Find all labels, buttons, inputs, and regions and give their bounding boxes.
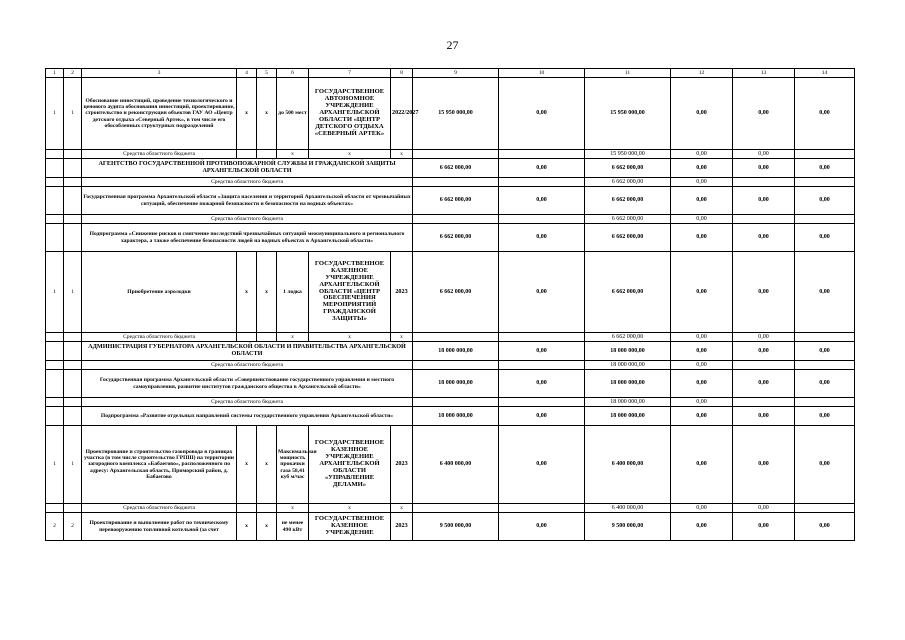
- amount-col12: 0,00: [671, 178, 733, 187]
- customer-org: ГОСУДАРСТВЕННОЕ КАЗЕННОЕ УЧРЕЖДЕНИЕ: [309, 513, 391, 541]
- table-row: [46, 513, 855, 541]
- subprogram-name: Подпрограмма «Снижение рисков и смягчение последствий чрезвычайных ситуаций межмуниципального и регионального характера, а также обеспечение безопасности людей на водных объектах в Архангельской области»: [82, 224, 413, 252]
- cell-x: х: [309, 333, 391, 342]
- column-number-cell: 3: [82, 69, 237, 78]
- amount-col12: 0,00: [671, 407, 733, 426]
- amount-col11: 6 662 000,00: [585, 215, 671, 224]
- column-number-cell: 12: [671, 69, 733, 78]
- page-number: 27: [446, 38, 459, 52]
- cell-x: х: [391, 150, 413, 159]
- amount-col10: 0,00: [499, 407, 585, 426]
- cell-x: х: [257, 78, 277, 150]
- funding-source: Средства областного бюджета: [82, 398, 413, 407]
- cell-x: х: [237, 513, 257, 541]
- column-number-cell: 7: [309, 69, 391, 78]
- cell-x: х: [237, 78, 257, 150]
- amount-col13: 0,00: [733, 159, 795, 178]
- item-number: 1: [64, 252, 82, 333]
- row-number: 1: [46, 78, 64, 150]
- amount-col11: 18 000 000,00: [585, 370, 671, 398]
- column-number-cell: 4: [237, 69, 257, 78]
- capacity: Максимальная мощность прокачки газа 58,41 куб м/час: [277, 426, 309, 504]
- period: 2023: [391, 513, 413, 541]
- cell-x: х: [257, 426, 277, 504]
- cell-x: х: [391, 333, 413, 342]
- funding-source: Средства областного бюджета: [82, 215, 413, 224]
- cell-x: х: [237, 426, 257, 504]
- amount-col14: 0,00: [795, 370, 855, 398]
- amount-total: 6 662 000,00: [413, 252, 499, 333]
- amount-col14: 0,00: [795, 426, 855, 504]
- customer-org: ГОСУДАРСТВЕННОЕ КАЗЕННОЕ УЧРЕЖДЕНИЕ АРХАНГЕЛЬСКОЙ ОБЛАСТИ «УПРАВЛЕНИЕ ДЕЛАМИ»: [309, 426, 391, 504]
- amount-col12: 0,00: [671, 504, 733, 513]
- column-number-cell: 11: [585, 69, 671, 78]
- amount-col14: 0,00: [795, 78, 855, 150]
- amount-col11: 18 000 000,00: [585, 361, 671, 370]
- amount-col10: 0,00: [499, 159, 585, 178]
- amount-col14: 0,00: [795, 224, 855, 252]
- amount-col11: 6 662 000,00: [585, 333, 671, 342]
- column-number-cell: 2: [64, 69, 82, 78]
- amount-col12: 0,00: [671, 398, 733, 407]
- funding-source: Средства областного бюджета: [82, 361, 413, 370]
- amount-col12: 0,00: [671, 224, 733, 252]
- amount-col11: 18 000 000,00: [585, 407, 671, 426]
- amount-col13: 0,00: [733, 252, 795, 333]
- table-row: [46, 342, 855, 361]
- customer-org: ГОСУДАРСТВЕННОЕ АВТОНОМНОЕ УЧРЕЖДЕНИЕ АРХАНГЕЛЬСКОЙ ОБЛАСТИ «ЦЕНТР ДЕТСКОГО ОТДЫХА «СЕВЕРНЫЙ АРТЕК»: [309, 78, 391, 150]
- funding-source: Средства областного бюджета: [82, 333, 237, 342]
- column-number-cell: 10: [499, 69, 585, 78]
- amount-col11: 6 662 000,00: [585, 159, 671, 178]
- amount-total: 18 000 000,00: [413, 407, 499, 426]
- table-row: [46, 398, 855, 407]
- column-number-cell: 1: [46, 69, 64, 78]
- cell-x: х: [277, 150, 309, 159]
- amount-total: 9 500 000,00: [413, 513, 499, 541]
- cell-x: х: [391, 504, 413, 513]
- amount-col14: 0,00: [795, 513, 855, 541]
- cell-x: х: [277, 333, 309, 342]
- amount-col12: 0,00: [671, 370, 733, 398]
- column-number-cell: 9: [413, 69, 499, 78]
- amount-col12: 0,00: [671, 187, 733, 215]
- customer-org: ГОСУДАРСТВЕННОЕ КАЗЕННОЕ УЧРЕЖДЕНИЕ АРХАНГЕЛЬСКОЙ ОБЛАСТИ «ЦЕНТР ОБЕСПЕЧЕНИЯ МЕРОПРИЯТИЙ ГРАЖДАНСКОЙ ЗАЩИТЫ»: [309, 252, 391, 333]
- amount-col13: 0,00: [733, 513, 795, 541]
- column-number-cell: 13: [733, 69, 795, 78]
- amount-col13: 0,00: [733, 187, 795, 215]
- cell-x: х: [277, 504, 309, 513]
- row-number: 2: [46, 513, 64, 541]
- capacity: не менее 490 кВт: [277, 513, 309, 541]
- amount-col12: 0,00: [671, 361, 733, 370]
- object-name: Приобретение аэролодки: [82, 252, 237, 333]
- amount-col12: 0,00: [671, 215, 733, 224]
- amount-col13: 0,00: [733, 342, 795, 361]
- object-name: Обоснование инвестиций, проведение технологического и ценового аудита обоснования инвестиций, проектирование, строительство и реконструкция объектов ГАУ АО «Центр детского отдыха «Северный Артек», в том числе его обособленных структурных подразделений: [82, 78, 237, 150]
- capacity: 1 лодка: [277, 252, 309, 333]
- amount-col10: 0,00: [499, 513, 585, 541]
- item-number: 1: [64, 78, 82, 150]
- table-row: [46, 333, 855, 342]
- amount-col11: 15 950 000,00: [585, 150, 671, 159]
- column-number-cell: 8: [391, 69, 413, 78]
- amount-col10: 0,00: [499, 342, 585, 361]
- cell-x: х: [257, 252, 277, 333]
- program-name: Государственная программа Архангельской области «Совершенствование государственного управления и местного самоуправления, развитие институтов гражданского общества в Архангельской области»: [82, 370, 413, 398]
- funding-source: Средства областного бюджета: [82, 150, 237, 159]
- period: 2023: [391, 426, 413, 504]
- row-number: 1: [46, 426, 64, 504]
- table-row: [46, 224, 855, 252]
- amount-col11: 9 500 000,00: [585, 513, 671, 541]
- row-number: 1: [46, 252, 64, 333]
- amount-col14: 0,00: [795, 407, 855, 426]
- capacity: до 500 мест: [277, 78, 309, 150]
- agency-name: АДМИНИСТРАЦИЯ ГУБЕРНАТОРА АРХАНГЕЛЬСКОЙ ОБЛАСТИ И ПРАВИТЕЛЬСТВА АРХАНГЕЛЬСКОЙ ОБЛАСТИ: [82, 342, 413, 361]
- amount-col11: 6 662 000,00: [585, 178, 671, 187]
- amount-col13: 0,00: [733, 78, 795, 150]
- amount-col10: 0,00: [499, 187, 585, 215]
- period: 2022/2027: [391, 78, 413, 150]
- object-name: Проектирование и выполнение работ по техническому перевооружению топливной котельной (за счет: [82, 513, 237, 541]
- cell-x: х: [257, 513, 277, 541]
- column-number-row: [46, 69, 855, 78]
- period: 2023: [391, 252, 413, 333]
- amount-col12: 0,00: [671, 513, 733, 541]
- amount-col12: 0,00: [671, 252, 733, 333]
- amount-col12: 0,00: [671, 342, 733, 361]
- amount-col13: 0,00: [733, 426, 795, 504]
- amount-col12: 0,00: [671, 78, 733, 150]
- amount-col12: 0,00: [671, 333, 733, 342]
- amount-col10: 0,00: [499, 252, 585, 333]
- amount-col11: 6 662 000,00: [585, 224, 671, 252]
- amount-col11: 6 400 000,00: [585, 426, 671, 504]
- table-row: [46, 252, 855, 333]
- object-name: Проектирование и строительство газопровода в границах участка (в том числе строительство ГРПШ) на территории загородного комплекса «Бабаегово», расположенного по адресу: Архангельская область, Приморский район, д. Бабаегово: [82, 426, 237, 504]
- program-name: Государственная программа Архангельской области «Защита населения и территорий Архангельской области от чрезвычайных ситуаций, обеспечение пожарной безопасности и безопасности на водных объектах»: [82, 187, 413, 215]
- investment-table: [45, 68, 855, 541]
- funding-source: Средства областного бюджета: [82, 178, 413, 187]
- amount-total: 18 000 000,00: [413, 342, 499, 361]
- table-row: [46, 187, 855, 215]
- amount-col12: 0,00: [671, 159, 733, 178]
- amount-col14: 0,00: [795, 342, 855, 361]
- amount-col11: 18 000 000,00: [585, 398, 671, 407]
- amount-col13: 0,00: [733, 407, 795, 426]
- amount-total: 6 662 000,00: [413, 187, 499, 215]
- amount-col11: 15 950 000,00: [585, 78, 671, 150]
- table-row: [46, 215, 855, 224]
- table-row: [46, 407, 855, 426]
- agency-name: АГЕНТСТВО ГОСУДАРСТВЕННОЙ ПРОТИВОПОЖАРНОЙ СЛУЖБЫ И ГРАЖДАНСКОЙ ЗАЩИТЫ АРХАНГЕЛЬСКОЙ ОБЛАСТИ: [82, 159, 413, 178]
- amount-total: 18 000 000,00: [413, 370, 499, 398]
- amount-col12: 0,00: [671, 150, 733, 159]
- amount-col10: 0,00: [499, 370, 585, 398]
- amount-col11: 6 400 000,00: [585, 504, 671, 513]
- table-row: [46, 178, 855, 187]
- column-number-cell: 14: [795, 69, 855, 78]
- amount-col12: 0,00: [671, 426, 733, 504]
- amount-total: 6 400 000,00: [413, 426, 499, 504]
- table-row: [46, 370, 855, 398]
- amount-col13: 0,00: [733, 370, 795, 398]
- amount-total: 6 662 000,00: [413, 224, 499, 252]
- table-row: [46, 159, 855, 178]
- amount-col11: 18 000 000,00: [585, 342, 671, 361]
- table-row: [46, 361, 855, 370]
- item-number: 2: [64, 513, 82, 541]
- funding-source: Средства областного бюджета: [82, 504, 237, 513]
- table-row: [46, 78, 855, 150]
- cell-x: х: [309, 150, 391, 159]
- amount-col11: 6 662 000,00: [585, 187, 671, 215]
- amount-col13: 0,00: [733, 224, 795, 252]
- amount-col11: 6 662 000,00: [585, 252, 671, 333]
- amount-total: 15 950 000,00: [413, 78, 499, 150]
- table-row: [46, 426, 855, 504]
- column-number-cell: 6: [277, 69, 309, 78]
- amount-col10: 0,00: [499, 78, 585, 150]
- amount-total: 6 662 000,00: [413, 159, 499, 178]
- amount-col10: 0,00: [499, 426, 585, 504]
- table-row: [46, 504, 855, 513]
- amount-col14: 0,00: [795, 252, 855, 333]
- subprogram-name: Подпрограмма «Развитие отдельных направлений системы государственного управления Архангельской области»: [82, 407, 413, 426]
- item-number: 1: [64, 426, 82, 504]
- amount-col13: 0,00: [733, 333, 795, 342]
- cell-x: х: [237, 252, 257, 333]
- table-row: [46, 150, 855, 159]
- column-number-cell: 5: [257, 69, 277, 78]
- cell-x: х: [309, 504, 391, 513]
- amount-col14: 0,00: [795, 187, 855, 215]
- amount-col13: 0,00: [733, 150, 795, 159]
- amount-col10: 0,00: [499, 224, 585, 252]
- amount-col14: 0,00: [795, 159, 855, 178]
- amount-col13: 0,00: [733, 504, 795, 513]
